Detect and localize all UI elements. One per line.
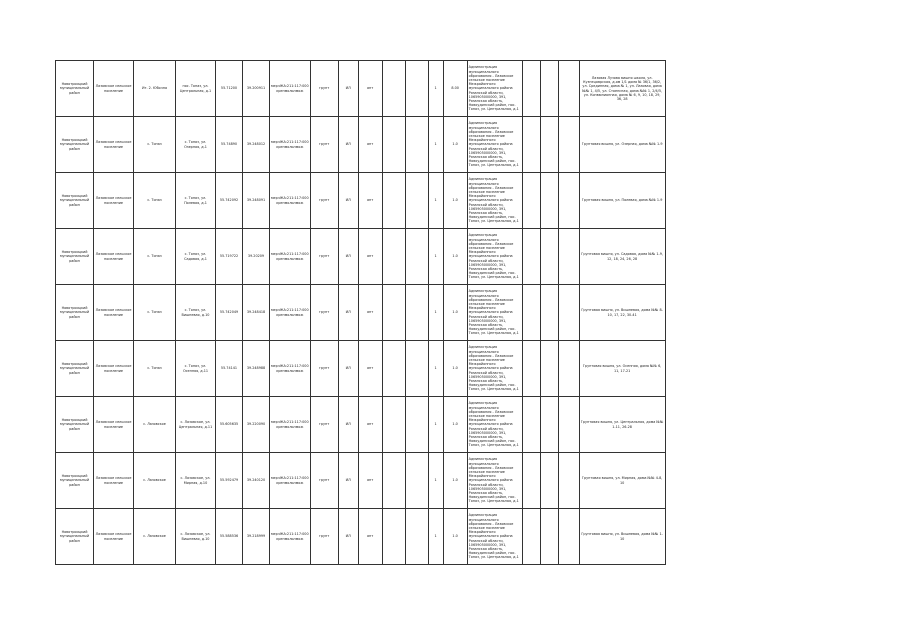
table-cell: ант <box>358 117 382 173</box>
empty-cell <box>405 509 428 565</box>
empty-cell <box>405 61 428 117</box>
table-cell: грунт <box>310 509 338 565</box>
table-cell: Лазовское сельское поселение <box>94 453 134 509</box>
table-cell: 39.218999 <box>243 509 270 565</box>
table-cell: Грунтовая вишня, ул. Садовая, дома №№ 1-9, 12, 18, 24, 26, 28 <box>579 229 665 285</box>
empty-cell <box>382 285 405 341</box>
table-cell: ИЛ <box>338 509 358 565</box>
table-cell: Грунтовая вишня, ул. Озерная, дома №№ 1-9 <box>579 117 665 173</box>
table-cell: Лазовское сельское поселение <box>94 229 134 285</box>
table-cell: Администрация муниципального образования - Лазовское сельское поселение Межрайонного муниципального района Рязанской области, 1065905000000, 391, Рязанская область, Новоудинский район, пос. Топаз, ул. Центральная, д.1 <box>467 509 522 565</box>
empty-cell <box>558 341 579 397</box>
table-row <box>56 397 666 453</box>
table-cell: грунт <box>310 61 338 117</box>
table-cell: с. Топаз, ул. Осенняя, д.11 <box>176 341 216 397</box>
table-cell: мерчЖА:211:117:000 кренмольпмож <box>270 229 311 285</box>
empty-cell <box>405 285 428 341</box>
empty-cell <box>540 61 558 117</box>
table-cell: Лазовское сельское поселение <box>94 341 134 397</box>
empty-cell <box>522 229 540 285</box>
table-cell: мерчЖА:211:117:000 кренмольпмож <box>270 61 311 117</box>
table-cell: с. Топаз <box>134 173 176 229</box>
empty-cell <box>405 453 428 509</box>
table-cell: грунт <box>310 397 338 453</box>
table-cell: 55.605635 <box>216 397 243 453</box>
empty-cell <box>382 509 405 565</box>
table-cell: Грунтовая вишня, ул. Вишневая, дома №№ 8-10, 17, 22, 30-41 <box>579 285 665 341</box>
table-cell: 1.0 <box>443 397 467 453</box>
table-cell: 55.719722 <box>216 229 243 285</box>
table-cell: с. Топаз <box>134 229 176 285</box>
table-row <box>56 61 666 117</box>
table-cell: мерчЖА:211:117:000 кренмольпмож <box>270 341 311 397</box>
table-cell: 8.00 <box>443 61 467 117</box>
table-cell: с. Топаз, ул. Садовая, д.1 <box>176 229 216 285</box>
table-row <box>56 285 666 341</box>
table-cell: ИЛ <box>338 285 358 341</box>
empty-cell <box>522 397 540 453</box>
table-cell: с. Топаз <box>134 117 176 173</box>
table-cell: 1.0 <box>443 117 467 173</box>
table-cell: с. Топаз, ул. Озерная, д.1 <box>176 117 216 173</box>
table-cell: с. Топаз, ул. Полевая, д.1 <box>176 173 216 229</box>
table-cell: ИЛ <box>338 397 358 453</box>
empty-cell <box>540 453 558 509</box>
table-cell: ИЛ <box>338 341 358 397</box>
table-cell: ант <box>358 509 382 565</box>
table-row <box>56 229 666 285</box>
table-cell: ИЛ <box>338 453 358 509</box>
table-cell: ИЛ <box>338 229 358 285</box>
table-row <box>56 509 666 565</box>
table-cell: грунт <box>310 341 338 397</box>
empty-cell <box>558 61 579 117</box>
table-row <box>56 341 666 397</box>
table-cell: 1 <box>428 509 443 565</box>
table-cell: Новотроицкий муниципальный район <box>56 61 94 117</box>
table-cell: ИЛ <box>338 173 358 229</box>
table-cell: Лазовское сельское поселение <box>94 61 134 117</box>
table-cell: Новотроицкий муниципальный район <box>56 453 94 509</box>
table-cell: 1.0 <box>443 173 467 229</box>
empty-cell <box>382 173 405 229</box>
empty-cell <box>382 341 405 397</box>
table-cell: 55.592479 <box>216 453 243 509</box>
table-cell: Новотроицкий муниципальный район <box>56 397 94 453</box>
empty-cell <box>558 453 579 509</box>
empty-cell <box>540 341 558 397</box>
empty-cell <box>558 397 579 453</box>
table-cell: 1 <box>428 173 443 229</box>
table-cell: с. Лазовское, ул. Мирная, д.10 <box>176 453 216 509</box>
empty-cell <box>522 117 540 173</box>
table-cell: мерчЖА:211:117:000 кренмольпмож <box>270 397 311 453</box>
table-cell: грунт <box>310 117 338 173</box>
table-cell: Администрация муниципального образования - Лазовское сельское поселение Межрайонного муниципального района Рязанской области, 1065905000000, 391, Рязанская область, Новоудинский район, пос. Топаз, ул. Центральная, д.1 <box>467 117 522 173</box>
empty-cell <box>522 285 540 341</box>
empty-cell <box>558 229 579 285</box>
table-cell: грунт <box>310 173 338 229</box>
table-cell: Администрация муниципального образования - Лазовское сельское поселение Межрайонного муниципального района Рязанской области, 1065905000000, 391, Рязанская область, Новоудинский район, пос. Топаз, ул. Центральная, д.1 <box>467 61 522 117</box>
empty-cell <box>522 341 540 397</box>
table-cell: Администрация муниципального образования - Лазовское сельское поселение Межрайонного муниципального района Рязанской области, 1065905000000, 391, Рязанская область, Новоудинский район, пос. Топаз, ул. Центральная, д.1 <box>467 229 522 285</box>
table-cell: Новотроицкий муниципальный район <box>56 285 94 341</box>
empty-cell <box>540 509 558 565</box>
table-cell: с. Лазовское, ул. Вишневая, д.10 <box>176 509 216 565</box>
table-cell: 39.248091 <box>243 173 270 229</box>
table-cell: Лазовское сельское поселение <box>94 285 134 341</box>
empty-cell <box>382 61 405 117</box>
empty-cell <box>522 173 540 229</box>
table-cell: ант <box>358 285 382 341</box>
table-cell: с. Топаз <box>134 341 176 397</box>
table-cell: Лазовское сельское поселение <box>94 509 134 565</box>
table-cell: 55.588536 <box>216 509 243 565</box>
empty-cell <box>558 117 579 173</box>
table-cell: Администрация муниципального образования - Лазовское сельское поселение Межрайонного муниципального района Рязанской области, 1065905000000, 391, Рязанская область, Новоудинский район, пос. Топаз, ул. Центральная, д.1 <box>467 453 522 509</box>
empty-cell <box>382 397 405 453</box>
table-cell: ант <box>358 173 382 229</box>
empty-cell <box>405 173 428 229</box>
empty-cell <box>540 397 558 453</box>
table-cell: 55.742049 <box>216 285 243 341</box>
data-table <box>55 60 666 565</box>
empty-cell <box>558 509 579 565</box>
table-cell: 39.20209 <box>243 229 270 285</box>
table-cell: ант <box>358 61 382 117</box>
table-cell: 55.742092 <box>216 173 243 229</box>
table-cell: Новотроицкий муниципальный район <box>56 229 94 285</box>
empty-cell <box>558 173 579 229</box>
empty-cell <box>540 229 558 285</box>
table-cell: 39.248012 <box>243 117 270 173</box>
table-cell: мерчЖА:211:117:000 кренмольпмож <box>270 285 311 341</box>
table-cell: ИЛ <box>338 61 358 117</box>
empty-cell <box>540 285 558 341</box>
table-cell: Новотроицкий муниципальный район <box>56 173 94 229</box>
table-cell: Лазовское сельское поселение <box>94 117 134 173</box>
empty-cell <box>382 453 405 509</box>
table-cell: 1 <box>428 341 443 397</box>
table-cell: ант <box>358 341 382 397</box>
empty-cell <box>540 117 558 173</box>
table-cell: 39.248418 <box>243 285 270 341</box>
table-cell: мерчЖА:211:117:000 кренмольпмож <box>270 117 311 173</box>
table-cell: 1 <box>428 285 443 341</box>
table-cell: с. Лазовское <box>134 509 176 565</box>
table-cell: Грунтовая вишня, ул. Мирная, дома №№ 4-8, 10 <box>579 453 665 509</box>
empty-cell <box>382 117 405 173</box>
table-cell: Грунтовая вишня, ул. Вишневая, дома №№ 1-10 <box>579 509 665 565</box>
empty-cell <box>522 509 540 565</box>
table-cell: Грунтовая вишня, ул. Полевая, дома №№ 1-9 <box>579 173 665 229</box>
empty-cell <box>405 117 428 173</box>
table-cell: с. Топаз <box>134 285 176 341</box>
table-cell: 39.240120 <box>243 453 270 509</box>
table-cell: 39.220090 <box>243 397 270 453</box>
table-cell: 1.0 <box>443 453 467 509</box>
table-cell: Администрация муниципального образования - Лазовское сельское поселение Межрайонного муниципального района Рязанской области, 1065905000000, 391, Рязанская область, Новоудинский район, пос. Топаз, ул. Центральная, д.1 <box>467 285 522 341</box>
table-cell: 1 <box>428 453 443 509</box>
table-cell: 39.248988 <box>243 341 270 397</box>
table-cell: грунт <box>310 453 338 509</box>
table-cell: Лазовая Лузова вишня школа, ул. Кузнецоврская, д.ом 1/1 дома № 36/1, 36/2, ул. Срединная, дома № 1, ул. Лазовая, дома №№ 1, 4/5, ул. Стоенсная, дома №№ 1, 2/4/5, ул. Конвюнионная, дома № 6, 9, 10, 18, 29, 36, 28 <box>579 61 665 117</box>
table-cell: пос. Топаз, ул. Центральная, д.1 <box>176 61 216 117</box>
table-cell: 55.74141 <box>216 341 243 397</box>
table-cell: 1.0 <box>443 285 467 341</box>
table-cell: с. Лазовское, ул. Центральная, д.11 <box>176 397 216 453</box>
table-cell: мерчЖА:211:117:000 кренмольпмож <box>270 453 311 509</box>
table-row <box>56 117 666 173</box>
table-cell: 39.200911 <box>243 61 270 117</box>
table-cell: с. Топаз, ул. Вишневая, д.10 <box>176 285 216 341</box>
empty-cell <box>522 61 540 117</box>
table-cell: ант <box>358 453 382 509</box>
empty-cell <box>558 285 579 341</box>
table-cell: Администрация муниципального образования - Лазовское сельское поселение Межрайонного муниципального района Рязанской области, 1065905000000, 391, Рязанская область, Новоудинский район, пос. Топаз, ул. Центральная, д.1 <box>467 341 522 397</box>
empty-cell <box>540 173 558 229</box>
table-cell: Грунтовая вишня, ул. Осенняя, дома №№ 6, 11, 17-21 <box>579 341 665 397</box>
table-cell: грунт <box>310 285 338 341</box>
table-cell: Администрация муниципального образования - Лазовское сельское поселение Межрайонного муниципального района Рязанской области, 1065905000000, 391, Рязанская область, Новоудинский район, пос. Топаз, ул. Центральная, д.1 <box>467 397 522 453</box>
table-cell: Ит. 2. Юбочна <box>134 61 176 117</box>
table-cell: 1.0 <box>443 229 467 285</box>
table-cell: с. Лазовское <box>134 453 176 509</box>
table-cell: Администрация муниципального образования - Лазовское сельское поселение Межрайонного муниципального района Рязанской области, 1065905000000, 391, Рязанская область, Новоудинский район, пос. Топаз, ул. Центральная, д.1 <box>467 173 522 229</box>
empty-cell <box>405 341 428 397</box>
empty-cell <box>405 229 428 285</box>
table-cell: мерчЖА:211:117:000 кренмольпмож <box>270 173 311 229</box>
table-cell: Новотроицкий муниципальный район <box>56 117 94 173</box>
table-cell: 1.0 <box>443 341 467 397</box>
table-cell: 1 <box>428 117 443 173</box>
table-cell: 1 <box>428 229 443 285</box>
empty-cell <box>405 397 428 453</box>
table-row <box>56 173 666 229</box>
table-row <box>56 453 666 509</box>
empty-cell <box>382 229 405 285</box>
table-cell: 1 <box>428 61 443 117</box>
table-cell: грунт <box>310 229 338 285</box>
table-cell: 1 <box>428 397 443 453</box>
table-cell: Грунтовая вишня, ул. Центральная, дома №№ 1-11, 26-28 <box>579 397 665 453</box>
table-cell: 55.74890 <box>216 117 243 173</box>
table-cell: 1.0 <box>443 509 467 565</box>
table-cell: ант <box>358 229 382 285</box>
table-cell: Новотроицкий муниципальный район <box>56 509 94 565</box>
empty-cell <box>522 453 540 509</box>
table-cell: мерчЖА:211:117:000 кренмольпмож <box>270 509 311 565</box>
table-cell: Лазовское сельское поселение <box>94 397 134 453</box>
table-cell: Новотроицкий муниципальный район <box>56 341 94 397</box>
table-cell: 55.71200 <box>216 61 243 117</box>
table-cell: ИЛ <box>338 117 358 173</box>
table-cell: Лазовское сельское поселение <box>94 173 134 229</box>
table-cell: с. Лазовское <box>134 397 176 453</box>
table-cell: ант <box>358 397 382 453</box>
